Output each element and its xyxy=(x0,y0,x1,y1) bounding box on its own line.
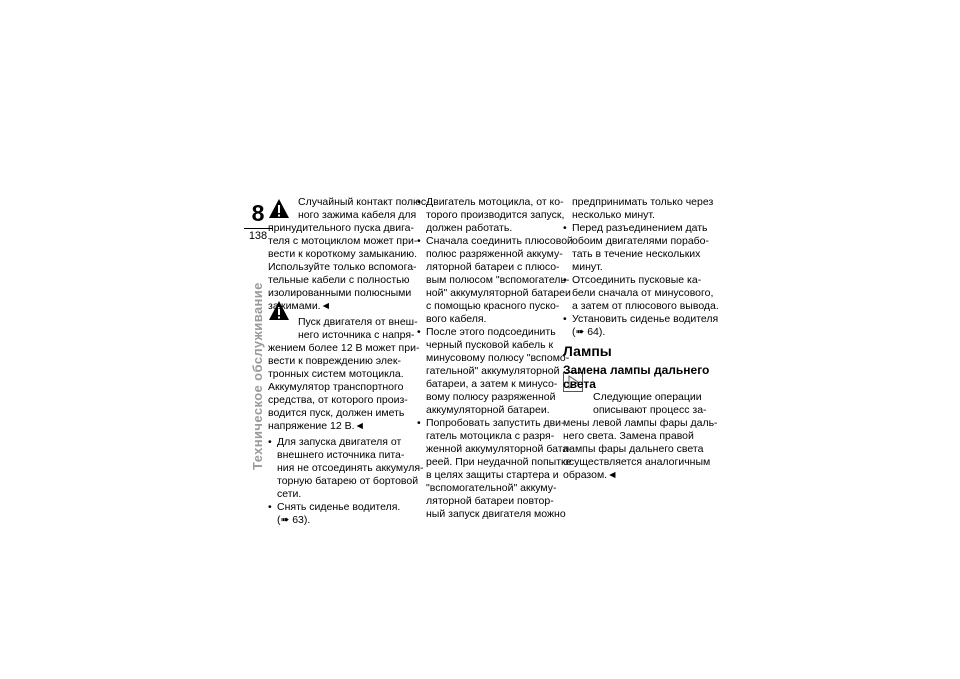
list-item-text: тать в течение нескольких xyxy=(572,248,701,260)
warning-text: Пуск двигателя от внеш- xyxy=(298,316,418,328)
list-item-text: реей. При неудачной попытке xyxy=(426,456,572,468)
list-item-text: полюс разряженной аккуму- xyxy=(426,248,563,260)
list-item-text: обоим двигателями порабо- xyxy=(572,235,710,247)
list-item-text: гательной" аккумуляторной xyxy=(426,365,560,377)
subsection-heading: света xyxy=(563,377,596,391)
list-item-text: женной аккумуляторной бата- xyxy=(426,443,572,455)
warning-text: него источника с напря- xyxy=(298,329,415,341)
list-item-text: торого производится запуск, xyxy=(426,209,565,221)
subsection-heading: Замена лампы дальнего xyxy=(563,363,710,377)
note-text: Следующие операции xyxy=(593,391,702,403)
list-item-text: ный запуск двигателя можно xyxy=(426,508,566,520)
list-item-text: а затем от плюсового вывода. xyxy=(572,300,719,312)
warning-text: водится пуск, должен иметь xyxy=(268,407,405,419)
warning-text: вести к повреждению элек- xyxy=(268,355,401,367)
list-item-text: ляторной батареи с плюсо- xyxy=(426,261,560,273)
list-item: • Сначала соединить плюсовой xyxy=(417,235,573,248)
list-item-text: внешнего источника пита- xyxy=(277,449,405,461)
page-reference: (➠ 64). xyxy=(572,326,606,338)
chapter-number: 8 xyxy=(251,200,265,226)
warning-text: ного зажима кабеля для xyxy=(298,209,417,221)
note-text: образом.◄ xyxy=(563,469,618,481)
list-item-text: ляторной батареи повтор- xyxy=(426,495,554,507)
list-item: • Попробовать запустить дви- xyxy=(417,417,573,430)
list-item-text: сети. xyxy=(277,488,302,500)
list-item-text: вому полюсу разряженной xyxy=(426,391,556,403)
list-item-text: батареи, а затем к минусо- xyxy=(426,378,558,390)
list-item-text: ной" аккумуляторной батареи xyxy=(426,287,571,299)
list-item: • Отсоединить пусковые ка- xyxy=(563,274,719,287)
list-item-text: предпринимать только через xyxy=(572,196,714,208)
note-text: описывают процесс за- xyxy=(593,404,707,416)
list-item-text: торную батарею от бортовой xyxy=(277,475,419,487)
list-item-text: с помощью красного пуско- xyxy=(426,300,560,312)
list-item-text: бели сначала от минусового, xyxy=(572,287,714,299)
list-item-text: вым полюсом "вспомогатель- xyxy=(426,274,570,286)
section-title: Техническое обслуживание xyxy=(250,282,265,470)
list-item-text: гатель мотоцикла с разря- xyxy=(426,430,555,442)
list-item-text: минут. xyxy=(572,261,603,273)
column-middle xyxy=(417,196,573,521)
note-text: лампы фары дальнего света xyxy=(563,443,704,455)
list-item-text: аккумуляторной батареи. xyxy=(426,404,550,416)
warning-text: принудительного пуска двига- xyxy=(268,222,415,234)
note-text: него света. Замена правой xyxy=(563,430,694,442)
list-item: • Для запуска двигателя от xyxy=(268,436,430,449)
list-item: • Установить сиденье водителя xyxy=(563,313,719,326)
warning-text: Аккумулятор транспортного xyxy=(268,381,404,393)
warning-text: Используйте только вспомога- xyxy=(268,261,417,273)
column-left xyxy=(268,196,430,527)
list-item-text: "вспомогательной" аккуму- xyxy=(426,482,557,494)
page-number: 138 xyxy=(248,230,268,242)
warning-text: изолированными полюсными xyxy=(268,287,412,299)
list-item-text: минусовому полюсу "вспомо- xyxy=(426,352,570,364)
warning-text: вести к короткому замыканию. xyxy=(268,248,418,260)
list-item-text: вого кабеля. xyxy=(426,313,487,325)
warning-text: напряжение 12 В.◄ xyxy=(268,420,365,432)
list-item: • Снять сиденье водителя. xyxy=(268,501,430,514)
column-right xyxy=(563,196,719,482)
section-heading: Лампы xyxy=(563,343,612,359)
warning-text: жением более 12 В может при- xyxy=(268,342,420,354)
note-text: мены левой лампы фары даль- xyxy=(563,417,718,429)
warning-text: зажимами.◄ xyxy=(268,300,331,312)
warning-text: средства, от которого произ- xyxy=(268,394,408,406)
note-text: осуществляется аналогичным xyxy=(563,456,711,468)
list-item: • После этого подсоединить xyxy=(417,326,573,339)
warning-text: тельные кабели с полностью xyxy=(268,274,410,286)
list-item-text: черный пусковой кабель к xyxy=(426,339,554,351)
warning-text: теля с мотоциклом может при- xyxy=(268,235,418,247)
list-item: • Перед разъединением дать xyxy=(563,222,719,235)
list-item: • Двигатель мотоцикла, от ко- xyxy=(417,196,573,209)
list-item-text: ния не отсоединять аккумуля- xyxy=(277,462,424,474)
list-item-text: должен работать. xyxy=(426,222,513,234)
list-item-text: в целях защиты стартера и xyxy=(426,469,559,481)
warning-text: Случайный контакт полюс- xyxy=(298,196,430,208)
warning-text: тронных систем мотоцикла. xyxy=(268,368,404,380)
page-reference: (➠ 63). xyxy=(277,514,311,526)
list-item-text: несколько минут. xyxy=(572,209,655,221)
